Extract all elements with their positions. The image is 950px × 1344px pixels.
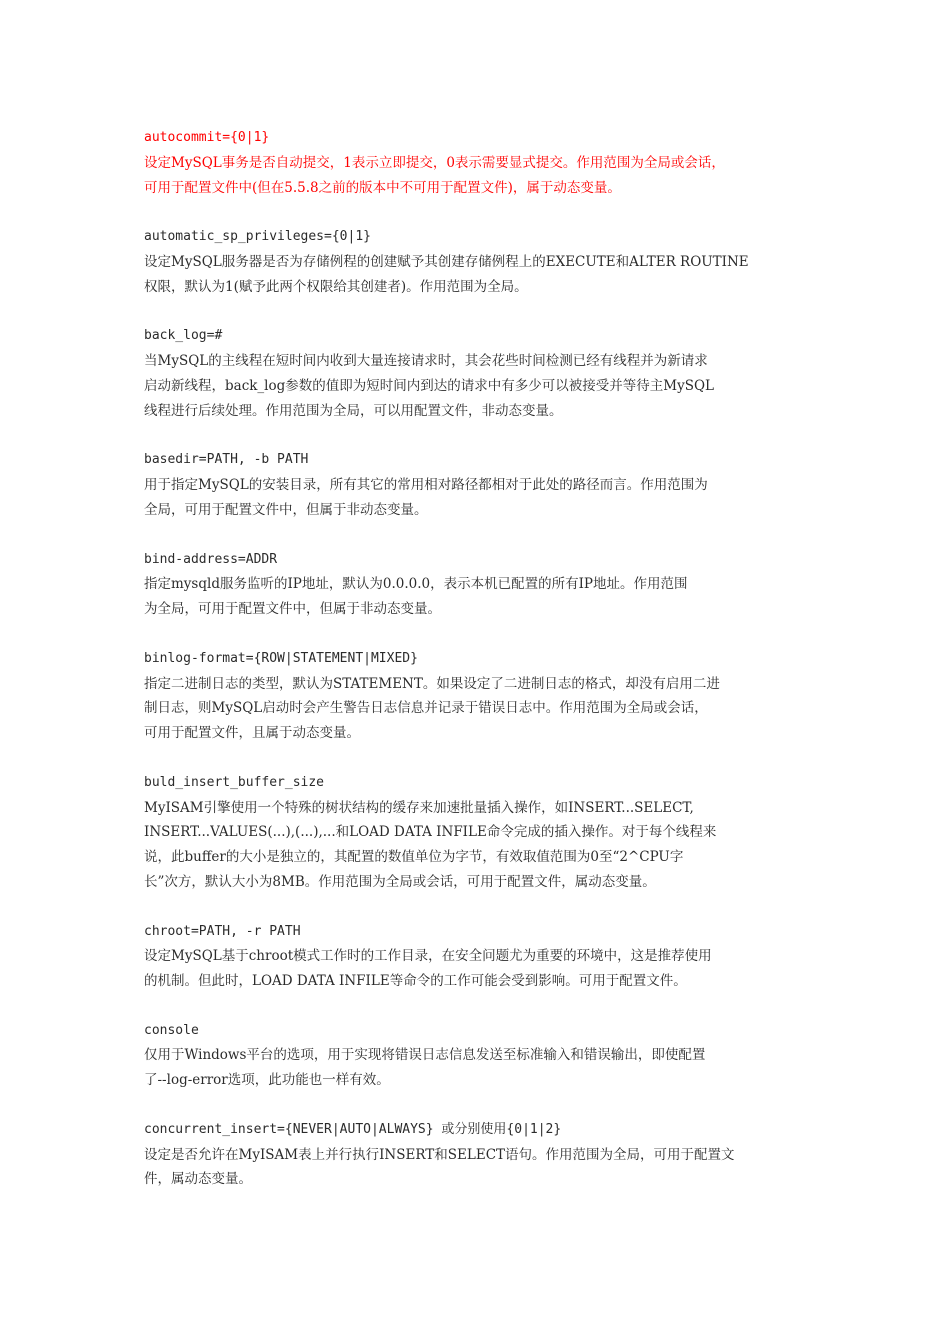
option-name: concurrent_insert={NEVER|AUTO|ALWAYS} 或分别使用{0|1|2} — [144, 1121, 562, 1137]
entry-basedir — [144, 448, 824, 522]
entry-automatic-sp-privileges — [144, 225, 824, 299]
entry-concurrent-insert — [144, 1118, 824, 1192]
description-line: 可用于配置文件中(但在5.5.8之前的版本中不可用于配置文件)，属于动态变量。 — [144, 179, 621, 196]
option-name: bind-address=ADDR — [144, 551, 278, 567]
entry-autocommit — [144, 126, 824, 200]
option-name: console — [144, 1022, 199, 1038]
description-line: 指定二进制日志的类型，默认为STATEMENT。如果设定了二进制日志的格式，却没有启用二进 — [144, 675, 720, 692]
option-name: basedir=PATH, -b PATH — [144, 452, 309, 468]
description-line: 设定MySQL服务器是否为存储例程的创建赋予其创建存储例程上的EXECUTE和ALTER ROUTINE — [144, 253, 749, 270]
entry-chroot — [144, 920, 824, 994]
option-name: binlog-format={ROW|STATEMENT|MIXED} — [144, 650, 418, 666]
description-line: 说，此buffer的大小是独立的，其配置的数值单位为字节，有效取值范围为0至“2^CPU字 — [144, 849, 684, 866]
option-name: chroot=PATH, -r PATH — [144, 923, 301, 939]
entry-buld-insert-buffer-size — [144, 771, 824, 895]
description-line: 件，属动态变量。 — [144, 1171, 252, 1188]
description-line: 全局，可用于配置文件中，但属于非动态变量。 — [144, 501, 428, 518]
description-line: 了--log-error选项，此功能也一样有效。 — [144, 1072, 390, 1089]
option-name: automatic_sp_privileges={0|1} — [144, 229, 371, 245]
option-name: buld_insert_buffer_size — [144, 774, 325, 790]
description-line: 指定mysqld服务监听的IP地址，默认为0.0.0.0，表示本机已配置的所有IP地址。作用范围 — [144, 576, 688, 593]
description-line: 当MySQL的主线程在短时间内收到大量连接请求时，其会花些时间检测已经有线程并为新请求 — [144, 353, 708, 370]
entry-bind-address — [144, 548, 824, 622]
description-line: 可用于配置文件，且属于动态变量。 — [144, 725, 360, 742]
description-line: 设定MySQL基于chroot模式工作时的工作目录，在安全问题尤为重要的环境中，这是推荐使用 — [144, 948, 712, 965]
description-line: 用于指定MySQL的安装目录，所有其它的常用相对路径都相对于此处的路径而言。作用范围为 — [144, 477, 708, 494]
entry-console — [144, 1019, 824, 1093]
option-name: autocommit={0|1} — [144, 130, 270, 145]
description-line: MyISAM引擎使用一个特殊的树状结构的缓存来加速批量插入操作，如INSERT...SELECT, — [144, 799, 694, 816]
description-line: 长”次方，默认大小为8MB。作用范围为全局或会话，可用于配置文件，属动态变量。 — [144, 873, 656, 890]
description-line: 制日志，则MySQL启动时会产生警告日志信息并记录于错误日志中。作用范围为全局或会话， — [144, 700, 708, 717]
description-line: 线程进行后续处理。作用范围为全局，可以用配置文件，非动态变量。 — [144, 402, 563, 419]
document-page — [144, 126, 824, 1217]
description-line: 仅用于Windows平台的选项，用于实现将错误日志信息发送至标准输入和错误输出，即使配置 — [144, 1047, 706, 1064]
description-line: 设定是否允许在MyISAM表上并行执行INSERT和SELECT语句。作用范围为全局，可用于配置文 — [144, 1146, 735, 1163]
description-line: 的机制。但此时，LOAD DATA INFILE等命令的工作可能会受到影响。可用于配置文件。 — [144, 973, 687, 990]
entry-back-log — [144, 324, 824, 423]
description-line: 为全局，可用于配置文件中，但属于非动态变量。 — [144, 601, 441, 618]
description-line: 启动新线程，back_log参数的值即为短时间内到达的请求中有多少可以被接受并等待主MySQL — [144, 377, 714, 394]
option-name: back_log=# — [144, 328, 223, 344]
description-line: 权限，默认为1(赋予此两个权限给其创建者)。作用范围为全局。 — [144, 278, 528, 295]
entry-binlog-format — [144, 647, 824, 746]
description-line: INSERT...VALUES(...),(...),...和LOAD DATA INFILE命令完成的插入操作。对于每个线程来 — [144, 824, 717, 841]
description-line: 设定MySQL事务是否自动提交，1表示立即提交，0表示需要显式提交。作用范围为全局或会话， — [144, 154, 725, 171]
